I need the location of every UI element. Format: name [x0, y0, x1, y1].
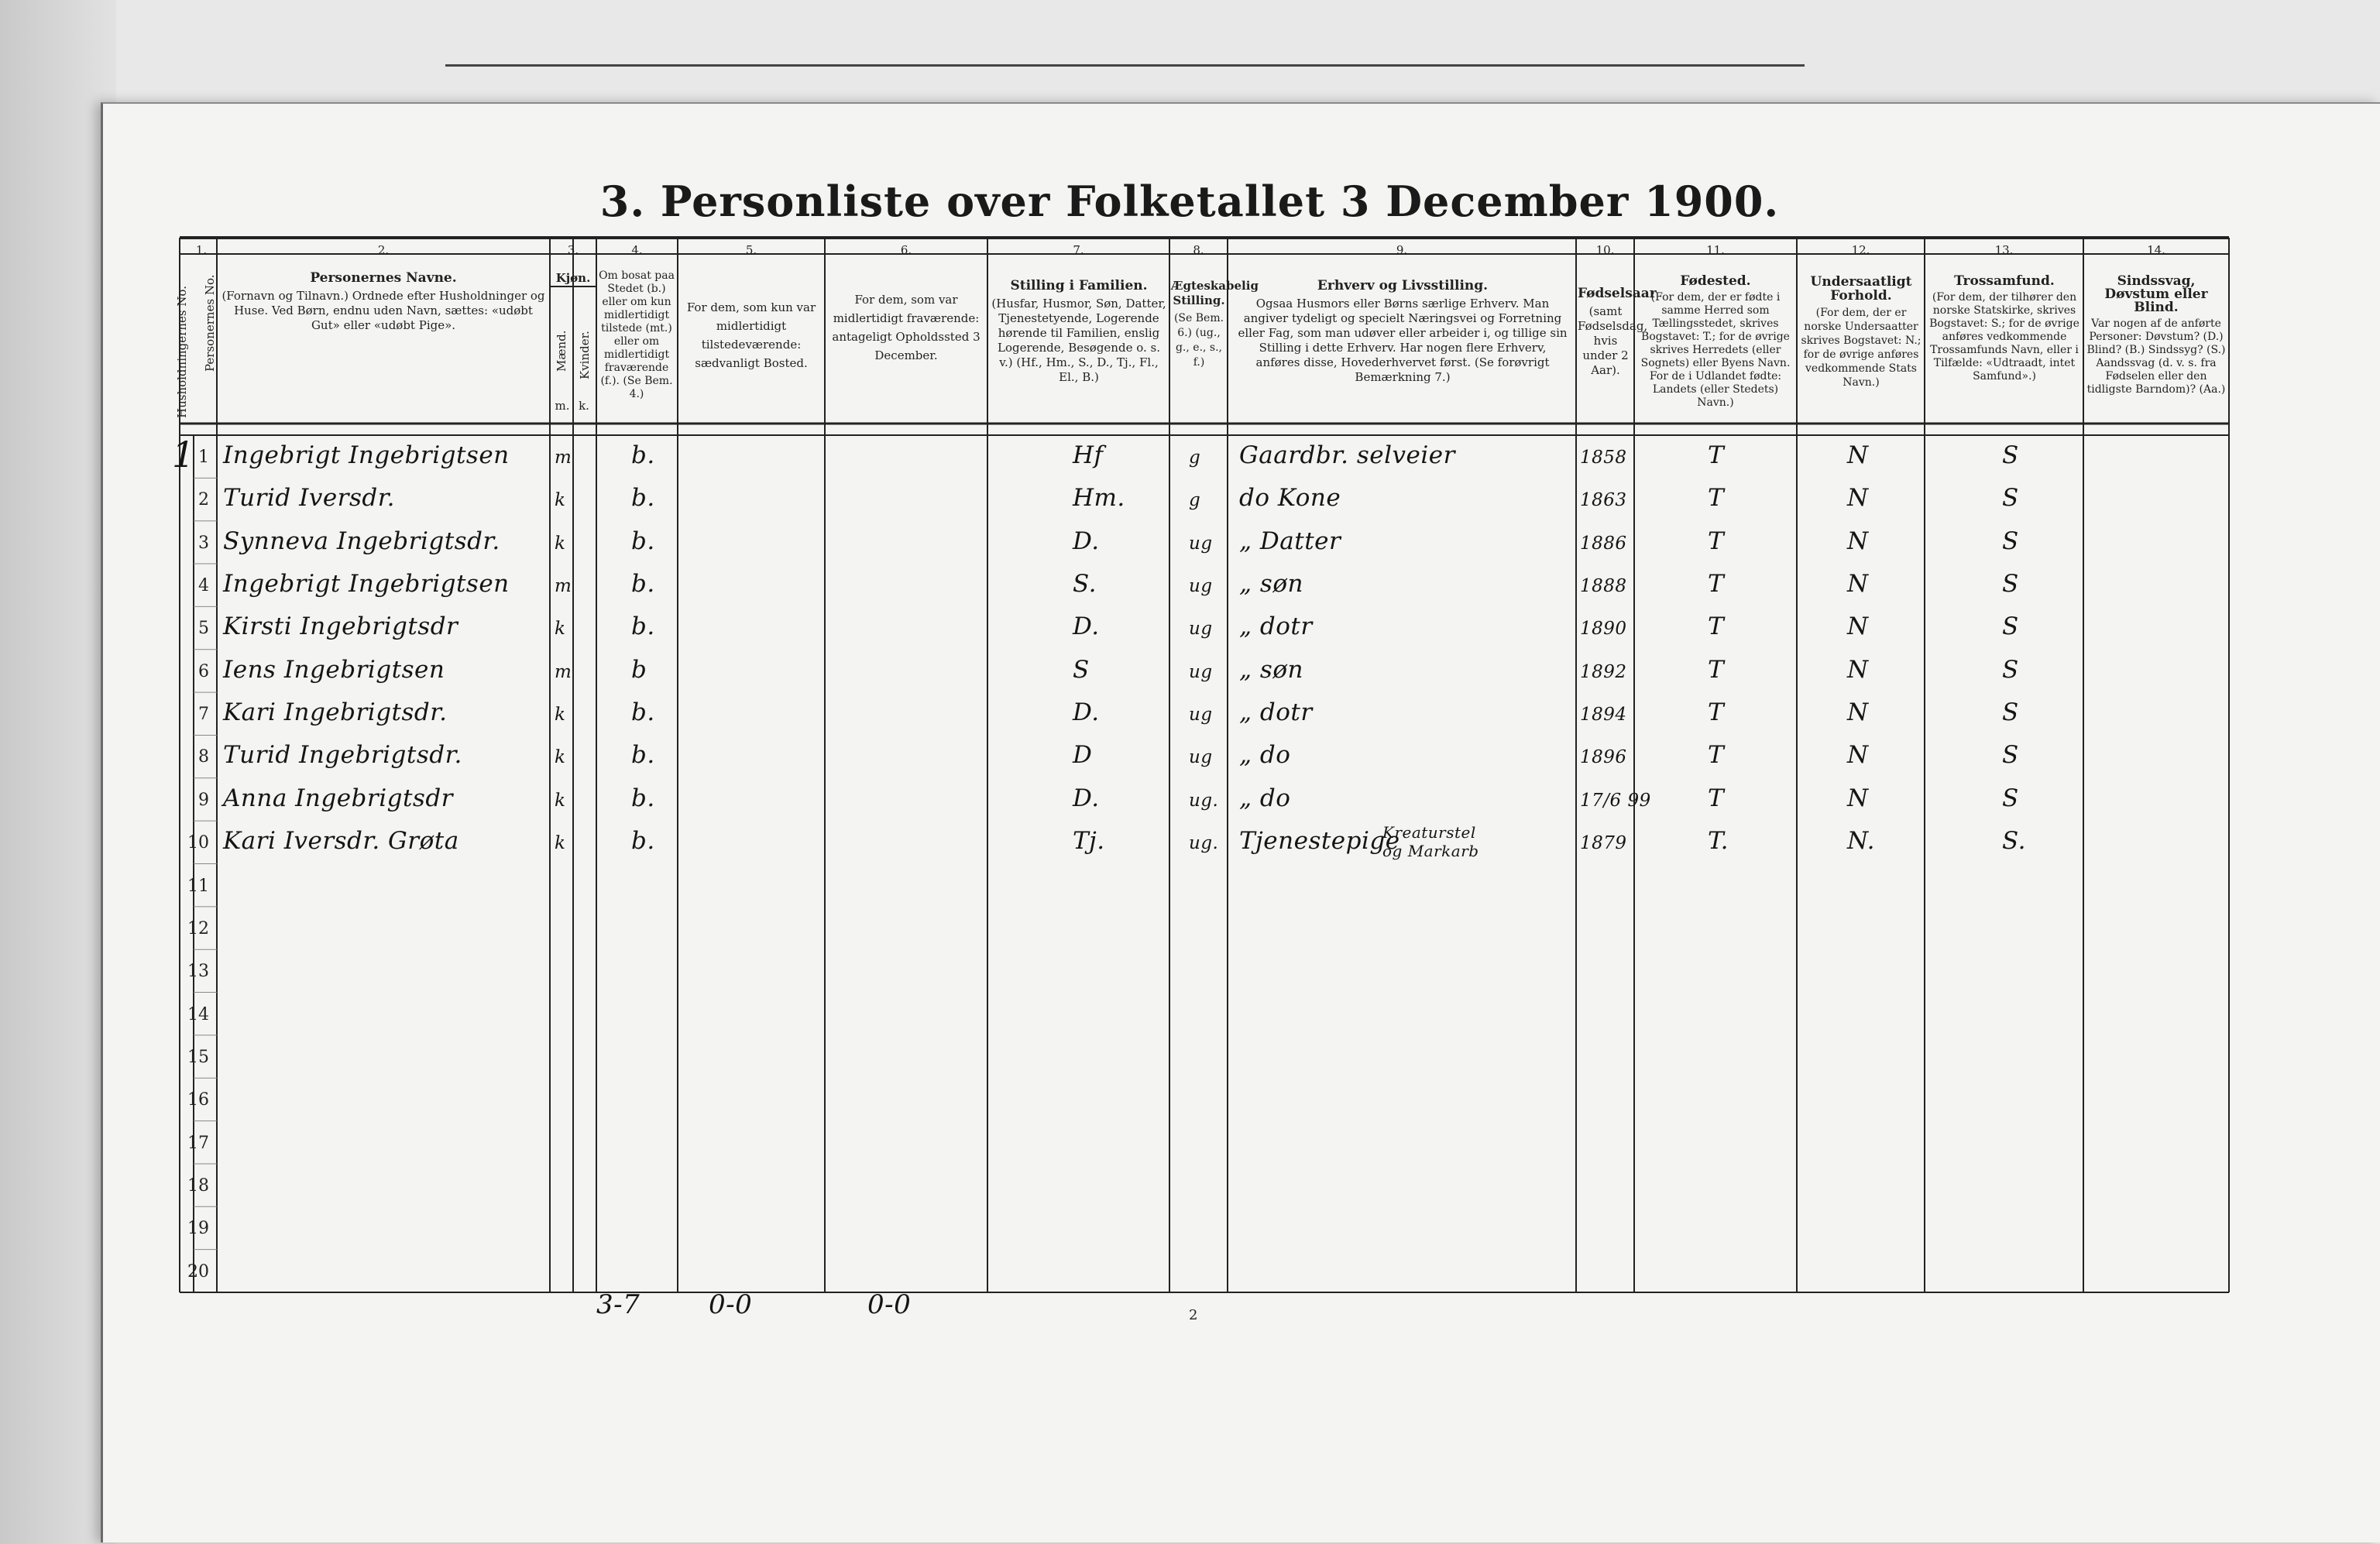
cell-stilling: D. [1073, 698, 1100, 727]
header-col11-text: (For dem, der er fødte i samme Herred som Tællingsstedet, skrives Bogstavet: T.; for de øvrige skrives Herredets (eller Sognets) eller Byens Navn. For de i Udlandet fødte: Landets (eller Stedets) Navn.) [1640, 291, 1791, 409]
cell-erhverv: „ dotr [1239, 698, 1313, 727]
cell-tro: S [2002, 570, 2019, 599]
header-col8-text: (Se Bem. 6.) (ug., g., e., s., f.) [1173, 312, 1224, 369]
row-number: 3 [198, 533, 209, 553]
colnum-12: 12. [1851, 243, 1870, 257]
cell-aar: 1863 [1580, 490, 1627, 511]
cell-fodested: T. [1708, 827, 1729, 856]
header-col12 [1801, 275, 1922, 389]
cell-fodested: T [1708, 527, 1725, 555]
cell-erhverv: „ dotr [1239, 612, 1313, 641]
cell-name: Kari Iversdr. Grøta [223, 827, 459, 856]
colnum-3: 3. [567, 243, 579, 257]
cell-stilling: D. [1073, 784, 1100, 812]
cell-undersaat: N [1847, 784, 1869, 812]
row-number: 10 [187, 833, 209, 853]
cell-aar: 1886 [1580, 533, 1627, 554]
cell-stilling: Hm. [1073, 484, 1125, 513]
cell-erhverv: Tjenestepige [1239, 827, 1400, 856]
cell-undersaat: N [1847, 527, 1869, 555]
cell-aegteskab: ug [1189, 661, 1213, 682]
cell-aar: 1858 [1580, 448, 1627, 468]
cell-aar: 1896 [1580, 747, 1627, 768]
cell-aar: 1890 [1580, 619, 1627, 640]
colnum-1: 1. [195, 243, 208, 257]
header-col4: Om bosat paa Stedet (b.) eller om kun midlertidigt tilstede (mt.) eller om midlertidigt fraværende (f.). (Se Bem. 4.) [599, 269, 675, 400]
header-col3-k-short: k. [579, 399, 589, 413]
header-col10-text: (samt Fødselsdag, hvis under 2 Aar). [1578, 304, 1648, 377]
header-col13-text: (For dem, der tilhører den norske Statskirke, skrives Bogstavet: S.; for de øvrige anføres vedkommende Trossamfunds Navn, eller i Tilfælde: «Udtraadt, intet Samfund».) [1929, 291, 2079, 383]
header-col12-text: (For dem, der er norske Undersaatter skrives Bogstavet: N.; for de øvrige anføres vedkommende Stats Navn.) [1801, 307, 1922, 389]
cell-erhverv: „ søn [1239, 570, 1303, 599]
cell-stilling: D [1073, 741, 1093, 770]
cell-tro: S [2002, 741, 2019, 770]
cell-bosat: b. [631, 484, 655, 513]
cell-name: Turid Ingebrigtsdr. [223, 741, 462, 770]
header-col11-title: Fødested. [1680, 273, 1751, 289]
header-col9-text: Ogsaa Husmors eller Børns særlige Erhverv. Man angiver tydeligt og specielt Næringsvei og Forretning eller Fag, som man udøver eller arbeider i, og tillige sin Stilling i dette Erhverv. Har nogen flere Erhverv, anføres disse, Hovederhvervet først. (Se forøvrigt Bemærkning 7.) [1238, 297, 1568, 384]
cell-fodested: T [1708, 570, 1725, 599]
cell-undersaat: N [1847, 612, 1869, 641]
colnum-9: 9. [1396, 243, 1408, 257]
total-col5: 0-0 [709, 1289, 753, 1320]
cell-aegteskab: ug. [1189, 833, 1219, 854]
cell-fodested: T [1708, 484, 1725, 513]
cell-aar: 1888 [1580, 576, 1627, 597]
cell-bosat: b [631, 655, 647, 684]
cell-aar: 1892 [1580, 661, 1627, 682]
cell-aar: 17/6 99 [1580, 790, 1651, 811]
form-title: 3. Personliste over Folketallet 3 December 1900. [599, 177, 1780, 226]
header-col14-title: Sindssvag, Døvstum eller Blind. [2104, 273, 2208, 315]
row-number: 19 [187, 1219, 209, 1239]
row-number: 20 [187, 1261, 209, 1282]
cell-erhverv: „ søn [1239, 655, 1303, 684]
cell-aegteskab: g [1189, 448, 1201, 468]
cell-bosat: b. [631, 441, 655, 469]
cell-undersaat: N. [1847, 827, 1875, 856]
row-number: 11 [187, 876, 209, 896]
cell-bosat: b. [631, 827, 655, 856]
colnum-8: 8. [1193, 243, 1204, 257]
cell-fodested: T [1708, 698, 1725, 727]
header-col10-title: Fødselsaar [1578, 286, 1657, 301]
header-col3-title: Kjøn. [555, 271, 591, 285]
page-number: 2 [1189, 1307, 1198, 1323]
colnum-11: 11. [1706, 243, 1725, 257]
header-col2-text: (Fornavn og Tilnavn.) Ordnede efter Husholdninger og Huse. Ved Børn, endnu uden Navn, sættes: «udøbt Gut» eller «udøbt Pige». [222, 289, 545, 332]
cell-erhverv-extra: Kreaturstel [1382, 823, 1476, 842]
row-number: 8 [198, 747, 209, 767]
cell-fodested: T [1708, 741, 1725, 770]
cell-undersaat: N [1847, 484, 1869, 513]
row-number: 9 [198, 790, 209, 810]
header-col9-title: Erhverv og Livsstilling. [1317, 278, 1489, 293]
colnum-5: 5. [745, 243, 757, 257]
cell-undersaat: N [1847, 741, 1869, 770]
cell-tro: S [2002, 784, 2019, 812]
header-col13 [1928, 275, 2080, 383]
cell-aegteskab: ug [1189, 533, 1213, 554]
cell-aegteskab: ug [1189, 576, 1213, 597]
cell-aegteskab: g [1189, 490, 1201, 511]
cell-sex: m [555, 661, 572, 682]
header-col2 [221, 271, 546, 333]
cell-erhverv: Gaardbr. selveier [1239, 441, 1455, 469]
cell-tro: S [2002, 527, 2019, 555]
cell-erhverv: „ Datter [1239, 527, 1341, 555]
cell-sex: k [555, 833, 566, 854]
cell-name: Turid Iversdr. [223, 484, 396, 513]
cell-sex: m [555, 576, 572, 597]
cell-bosat: b. [631, 741, 655, 770]
header-col9 [1235, 279, 1570, 385]
cell-erhverv: „ do [1239, 784, 1291, 812]
cell-fodested: T [1708, 612, 1725, 641]
row-number: 1 [198, 448, 209, 467]
header-household-no: Husholdningernes No. [175, 286, 189, 418]
cell-tro: S [2002, 441, 2019, 469]
colnum-10: 10. [1595, 243, 1615, 257]
row-number: 2 [198, 490, 209, 510]
header-col13-title: Trossamfund. [1954, 273, 2055, 289]
household-number: 1 [172, 434, 195, 475]
cell-name: Ingebrigt Ingebrigtsen [223, 570, 510, 599]
cell-tro: S [2002, 484, 2019, 513]
cell-name: Kari Ingebrigtsdr. [223, 698, 448, 727]
cell-tro: S [2002, 612, 2019, 641]
cell-name: Synneva Ingebrigtsdr. [223, 527, 500, 555]
cell-tro: S [2002, 698, 2019, 727]
cell-sex: m [555, 448, 572, 468]
row-number: 12 [187, 918, 209, 938]
cell-bosat: b. [631, 527, 655, 555]
cell-fodested: T [1708, 441, 1725, 469]
cell-stilling: D. [1073, 527, 1100, 555]
header-col3-m-short: m. [555, 399, 570, 413]
cell-aegteskab: ug [1189, 747, 1213, 768]
cell-aegteskab: ug [1189, 619, 1213, 640]
header-col7 [991, 279, 1166, 385]
header-col14 [2086, 275, 2226, 396]
header-col6: For dem, som var midlertidigt fraværende: antageligt Opholdssted 3 December. [832, 293, 981, 362]
cell-aar: 1879 [1580, 833, 1627, 854]
cell-sex: k [555, 533, 566, 554]
cell-erhverv: do Kone [1239, 484, 1341, 513]
cell-name: Ingebrigt Ingebrigtsen [223, 441, 510, 469]
row-number: 7 [198, 705, 209, 725]
cell-undersaat: N [1847, 570, 1869, 599]
cell-sex: k [555, 705, 566, 726]
cell-fodested: T [1708, 655, 1725, 684]
colnum-13: 13. [1994, 243, 2014, 257]
colnum-14: 14. [2147, 243, 2165, 257]
colnum-2: 2. [377, 243, 390, 257]
cell-bosat: b. [631, 612, 655, 641]
cell-aegteskab: ug [1189, 705, 1213, 726]
row-number: 14 [187, 1004, 209, 1024]
header-col5: For dem, som kun var midlertidigt tilstedeværende: sædvanligt Bosted. [686, 300, 816, 370]
cell-bosat: b. [631, 698, 655, 727]
cell-sex: k [555, 747, 566, 768]
header-col14-text: Var nogen af de anførte Personer: Døvstum? (D.) Blind? (B.) Sindssyg? (S.) Aandssvag (d. v. s. fra Fødselen eller den tidligste Barndom)? (Aa.) [2086, 317, 2226, 396]
cell-stilling: Tj. [1073, 827, 1105, 856]
cell-sex: k [555, 790, 566, 811]
cell-sex: k [555, 490, 566, 511]
cell-name: Anna Ingebrigtsdr [223, 784, 454, 812]
cell-undersaat: N [1847, 698, 1869, 727]
row-number: 15 [187, 1047, 209, 1067]
cell-bosat: b. [631, 570, 655, 599]
header-col3-k: Kvinder. [578, 331, 592, 379]
total-col4: 3-7 [596, 1289, 641, 1320]
colnum-7: 7. [1073, 243, 1084, 257]
cell-sex: k [555, 619, 566, 640]
cell-fodested: T [1708, 784, 1725, 812]
header-col7-text: (Husfar, Husmor, Søn, Datter, Tjenestetyende, Logerende hørende til Familien, enslig Logerende, Besøgende o. s. v.) (Hf., Hm., S., D., Tj., Fl., El., B.) [991, 297, 1166, 384]
cell-aegteskab: ug. [1189, 790, 1219, 811]
row-number: 5 [198, 619, 209, 639]
cell-stilling: Hf [1073, 441, 1104, 469]
cell-erhverv-extra: og Markarb [1382, 842, 1479, 861]
cell-bosat: b. [631, 784, 655, 812]
cell-stilling: S. [1073, 570, 1097, 599]
cell-name: Kirsti Ingebrigtsdr [223, 612, 458, 641]
header-col11 [1637, 275, 1794, 410]
header-col3-m: Mænd. [555, 330, 568, 372]
colnum-6: 6. [900, 243, 912, 257]
row-number: 17 [187, 1133, 209, 1153]
row-number: 16 [187, 1090, 209, 1110]
cell-tro: S. [2002, 827, 2026, 856]
cell-stilling: D. [1073, 612, 1100, 641]
row-number: 6 [198, 661, 209, 681]
header-col8-title: Ægteskabelig Stilling. [1171, 279, 1259, 307]
header-col10 [1578, 286, 1657, 378]
cell-stilling: S [1073, 655, 1090, 684]
total-col6: 0-0 [867, 1289, 912, 1320]
header-col7-title: Stilling i Familien. [1010, 278, 1148, 293]
header-person-no: Personernes No. [203, 274, 217, 372]
cell-undersaat: N [1847, 441, 1869, 469]
cell-name: Iens Ingebrigtsen [223, 655, 445, 684]
header-col8 [1171, 279, 1259, 370]
row-number: 4 [198, 576, 209, 596]
header-col2-title: Personernes Navne. [310, 270, 457, 286]
row-number: 18 [187, 1175, 209, 1196]
cell-aar: 1894 [1580, 705, 1627, 726]
header-col12-title: Undersaatligt Forhold. [1810, 274, 1912, 304]
cell-tro: S [2002, 655, 2019, 684]
row-number: 13 [187, 962, 209, 982]
cell-undersaat: N [1847, 655, 1869, 684]
cell-erhverv: „ do [1239, 741, 1291, 770]
colnum-4: 4. [631, 243, 643, 257]
